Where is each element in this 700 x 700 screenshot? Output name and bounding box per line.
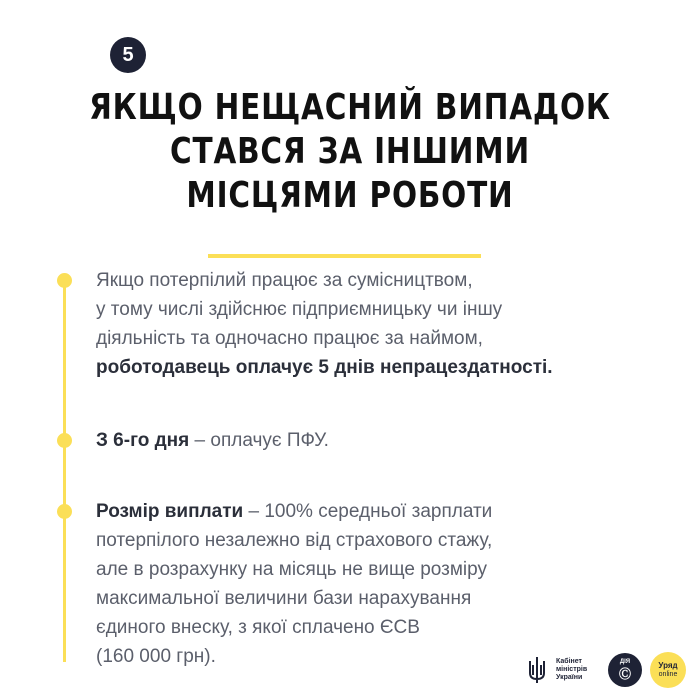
diia-logo [608, 653, 642, 687]
section1-bold-line: роботодавець оплачує 5 днів непрацездатності. [96, 357, 553, 378]
diia-small-text: ДІЯ [619, 658, 631, 665]
section1-line-1: Якщо потерпілий працює за сумісництвом, [96, 270, 473, 291]
section3-line-5: єдиного внеску, з якої сплачено ЄСВ [96, 617, 420, 638]
uryad-sub: online [658, 671, 678, 678]
diia-mark: Ⓒ [618, 666, 631, 681]
cabinet-ministers-label [556, 658, 600, 682]
timeline-dot-2 [57, 433, 72, 448]
cabinet-line-3: України [556, 674, 583, 681]
timeline-line [63, 282, 66, 662]
step-number-badge [110, 37, 146, 73]
cabinet-line-1: Кабінет [556, 658, 582, 665]
page-title [63, 86, 637, 218]
section3-line-6: (160 000 грн). [96, 646, 216, 667]
section2-bold: З 6-го дня [96, 430, 190, 451]
title-line-1: ЯКЩО НЕЩАСНИЙ ВИПАДОК [89, 87, 611, 128]
timeline-dot-3 [57, 504, 72, 519]
cabinet-line-2: міністрів [556, 666, 588, 673]
section3-line-3: але в розрахунку на місяць не вище розміру [96, 559, 487, 580]
section3-line-4: максимальної величини бази нарахування [96, 588, 472, 609]
title-underline [208, 254, 481, 258]
step-number: 5 [122, 43, 134, 66]
timeline-dot-1 [57, 273, 72, 288]
section1-line-3: діяльність та одночасно працює за наймом, [96, 328, 483, 349]
section2-text: – оплачує ПФУ. [189, 430, 329, 451]
section-payment-amount [96, 497, 656, 671]
footer-logos [526, 650, 686, 690]
title-line-2: СТАВСЯ ЗА ІНШИМИ [170, 131, 530, 172]
uryad-online-logo [650, 652, 686, 688]
uryad-title: Уряд [658, 661, 678, 670]
section3-line-2: потерпілого незалежно від страхового стажу, [96, 530, 493, 551]
trident-icon [526, 655, 548, 685]
section3-line-1: – 100% середньої зарплати [243, 501, 493, 522]
section-pfu-payment [96, 426, 656, 455]
section1-line-2: у тому числі здійснює підприємницьку чи іншу [96, 299, 503, 320]
title-line-3: МІСЦЯМИ РОБОТИ [186, 175, 514, 216]
section3-bold: Розмір виплати [96, 501, 244, 522]
section-concurrent-employment [96, 266, 656, 382]
